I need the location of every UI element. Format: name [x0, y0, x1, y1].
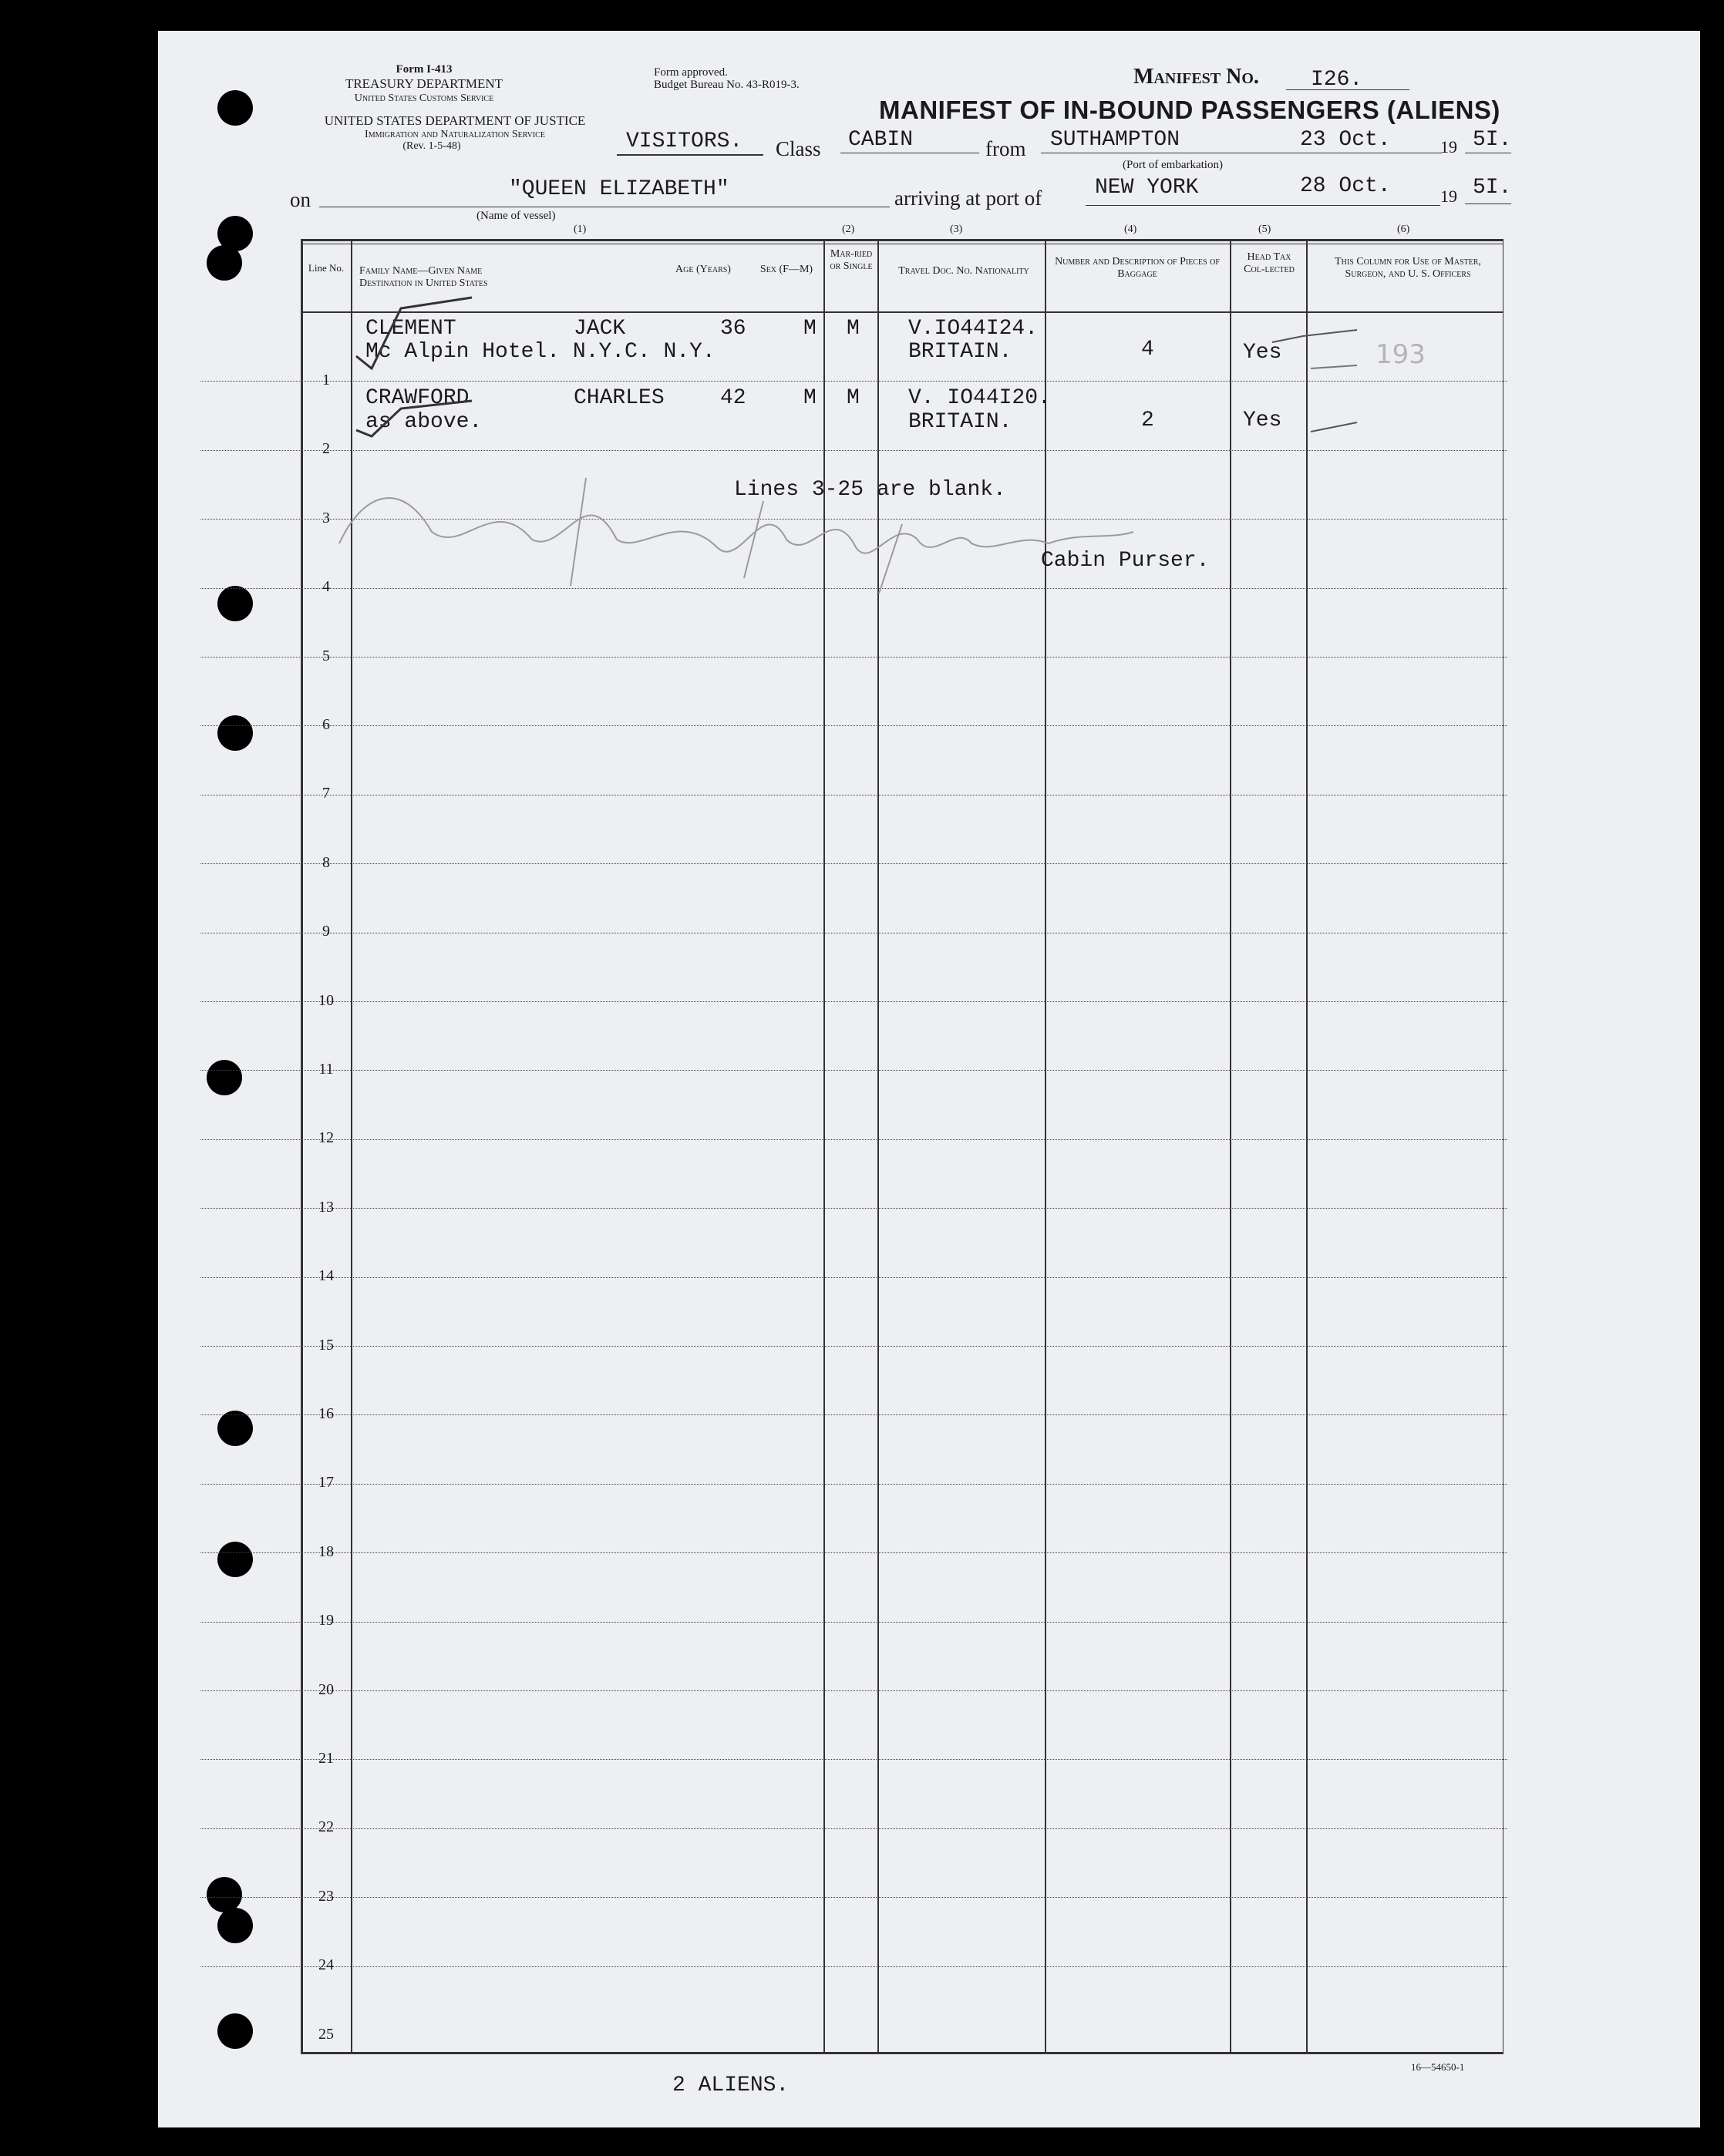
form-code: 16—54650-1 [1411, 2061, 1465, 2073]
col-head-tax: Head Tax Col-lected [1244, 251, 1295, 275]
customs-service: United States Customs Service [354, 92, 494, 104]
col-num-6: (6) [1397, 224, 1410, 235]
passenger-1-destination: Mc Alpin Hotel. N.Y.C. N.Y. [365, 340, 716, 364]
arrival-year: 5I. [1473, 176, 1512, 200]
arrival-year-prefix: 19 [1440, 187, 1457, 206]
line-number: 18 [318, 1543, 334, 1560]
passenger-2-destination: as above. [365, 410, 483, 434]
checkmark-icon [356, 298, 472, 368]
class-value: CABIN [848, 128, 914, 152]
passenger-1-given: JACK [574, 317, 626, 341]
passenger-1-baggage: 4 [1141, 338, 1154, 362]
col-num-1: (1) [574, 224, 587, 235]
handwritten-signature [339, 498, 1133, 553]
treasury-department: TREASURY DEPARTMENT [345, 76, 503, 91]
line-number: 6 [322, 716, 330, 733]
vessel-name: "QUEEN ELIZABETH" [509, 177, 729, 201]
line-number: 22 [318, 1818, 334, 1835]
col-sex: Sex (F—M) [759, 264, 813, 275]
line-number: 9 [322, 923, 330, 940]
passenger-2-travel-doc: V. IO44I20. [908, 386, 1051, 410]
department-of-justice: UNITED STATES DEPARTMENT OF JUSTICE [324, 113, 586, 128]
line-number: 2 [322, 440, 330, 457]
col-age: Age (Years) [675, 264, 731, 275]
purser-title: Cabin Purser. [1041, 549, 1210, 573]
line-number: 8 [322, 854, 330, 871]
line-number: 7 [322, 785, 330, 802]
line-number: 15 [318, 1337, 334, 1354]
passenger-1-nationality: BRITAIN. [908, 340, 1012, 364]
passenger-2-marital: M [847, 386, 860, 410]
passenger-2-family: CRAWFORD [365, 386, 470, 410]
passenger-2-sex: M [803, 386, 817, 410]
passenger-1-marital: M [847, 317, 860, 341]
class-label: Class [776, 137, 821, 160]
col-line-no: Line No. [308, 262, 345, 274]
line-number: 5 [322, 647, 330, 664]
col-num-4: (4) [1124, 224, 1137, 235]
col-num-2: (2) [842, 224, 855, 235]
checkmark-icon [356, 401, 472, 436]
port-of-embarkation: SUTHAMPTON [1050, 128, 1180, 152]
col-num-3: (3) [950, 224, 963, 235]
tick-mark [1272, 330, 1357, 342]
form-title: MANIFEST OF IN-BOUND PASSENGERS (ALIENS) [879, 96, 1500, 124]
departure-date: 23 Oct. [1300, 128, 1391, 152]
passenger-group: VISITORS. [626, 129, 743, 153]
passenger-1-head-tax: Yes [1243, 341, 1282, 365]
line-number: 12 [318, 1129, 334, 1146]
manifest-number: I26. [1311, 68, 1363, 92]
col-family-name: Family Name—Given Name [359, 265, 483, 277]
budget-bureau: Budget Bureau No. 43-R019-3. [654, 79, 800, 91]
tick-mark [1311, 365, 1357, 368]
handwritten-stroke [879, 524, 902, 594]
line-number: 20 [318, 1681, 334, 1698]
col-married: Mar-ried or Single [830, 248, 873, 272]
from-label: from [985, 137, 1026, 160]
passenger-2-nationality: BRITAIN. [908, 410, 1012, 434]
line-number: 3 [322, 510, 330, 526]
line-number: 13 [318, 1199, 334, 1216]
line-number: 24 [318, 1956, 334, 1973]
line-number: 10 [318, 992, 334, 1009]
line-number: 11 [318, 1061, 334, 1078]
col-officers: This Column for Use of Master, Surgeon, and U. S. Officers [1335, 256, 1481, 280]
vessel-caption: (Name of vessel) [476, 210, 556, 222]
line-number: 4 [322, 578, 330, 595]
line-number: 16 [318, 1405, 334, 1422]
form-revision: (Rev. 1-5-48) [402, 140, 461, 152]
line-number: 23 [318, 1888, 334, 1905]
line-number: 1 [322, 372, 330, 388]
col-num-5: (5) [1258, 224, 1271, 235]
on-label: on [290, 188, 311, 211]
passenger-2-age: 42 [720, 386, 746, 410]
col-baggage: Number and Description of Pieces of Baggage [1055, 256, 1220, 280]
line-number: 14 [318, 1267, 334, 1284]
port-of-arrival: NEW YORK [1095, 176, 1199, 200]
passenger-1-family: CLEMENT [365, 317, 456, 341]
line-number: 25 [318, 2026, 334, 2043]
passenger-2-baggage: 2 [1141, 409, 1154, 432]
passenger-1-age: 36 [720, 317, 746, 341]
immigration-service: Immigration and Naturalization Service [365, 129, 545, 140]
arrival-date: 28 Oct. [1300, 174, 1391, 198]
departure-year: 5I. [1473, 128, 1512, 152]
passenger-2-head-tax: Yes [1243, 409, 1282, 432]
passenger-1-stamp: 193 [1375, 339, 1426, 370]
port-embark-caption: (Port of embarkation) [1123, 159, 1223, 171]
line-number: 21 [318, 1750, 334, 1767]
manifest-no-label: Manifest No. [1133, 65, 1259, 89]
col-travel-doc: Travel Doc. No. Nationality [898, 265, 1029, 277]
tick-mark [1311, 422, 1357, 432]
passenger-2-given: CHARLES [574, 386, 665, 410]
total-aliens: 2 ALIENS. [672, 2074, 790, 2097]
passenger-1-sex: M [803, 317, 817, 341]
col-destination: Destination in United States [359, 277, 488, 289]
line-number: 17 [318, 1474, 334, 1491]
depart-year-prefix: 19 [1440, 137, 1457, 156]
handwritten-stroke [571, 478, 586, 586]
form-number: Form I-413 [396, 63, 453, 76]
blank-lines-note: Lines 3-25 are blank. [734, 478, 1006, 502]
arriving-label: arriving at port of [894, 187, 1042, 210]
line-number: 19 [318, 1612, 334, 1629]
passenger-1-travel-doc: V.IO44I24. [908, 317, 1039, 341]
form-approved: Form approved. [654, 66, 728, 79]
